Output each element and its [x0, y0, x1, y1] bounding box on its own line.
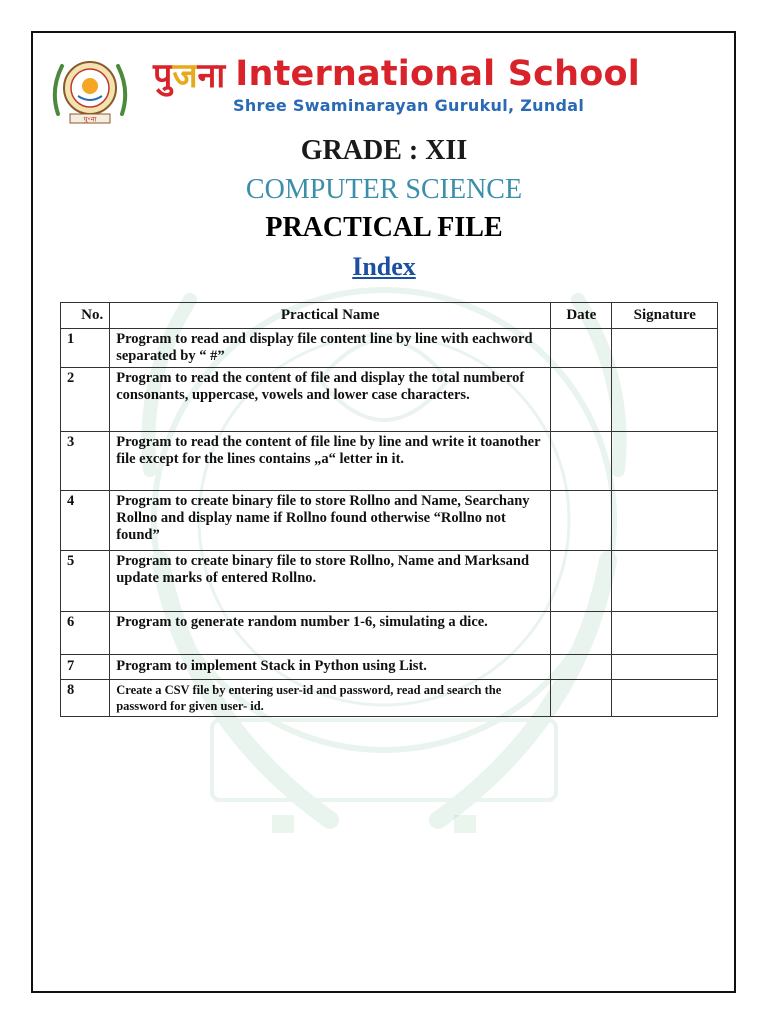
date-cell — [551, 368, 612, 432]
table-row — [61, 680, 718, 717]
row-number: 6 — [61, 612, 110, 655]
date-cell — [551, 655, 612, 680]
row-number: 5 — [61, 551, 110, 612]
table-row — [61, 329, 718, 368]
date-cell — [551, 329, 612, 368]
practical-name: Program to read and display file content line by line with eachword separated by “ #” — [110, 329, 551, 368]
practical-name: Program to read the content of file line by line and write it toanother file except for the lines contains „a“ letter in it. — [110, 432, 551, 491]
date-cell — [551, 551, 612, 612]
signature-cell — [612, 368, 718, 432]
emblem-banner-text: पु॰ना — [83, 115, 97, 124]
row-number: 8 — [61, 680, 110, 717]
practical-file-title: PRACTICAL FILE — [265, 212, 503, 243]
index-heading: Index — [352, 252, 416, 281]
column-header-date: Date — [551, 303, 612, 329]
table-header-row — [61, 303, 718, 329]
signature-cell — [612, 329, 718, 368]
school-title-line — [153, 52, 640, 96]
practical-name: Program to generate random number 1-6, simulating a dice. — [110, 612, 551, 655]
signature-cell — [612, 612, 718, 655]
column-header-no: No. — [61, 303, 110, 329]
table-row — [61, 551, 718, 612]
date-cell — [551, 680, 612, 717]
practical-name: Program to implement Stack in Python using List. — [110, 655, 551, 680]
table-row — [61, 368, 718, 432]
row-number: 7 — [61, 655, 110, 680]
column-header-practical-name: Practical Name — [110, 303, 551, 329]
practical-index-table — [60, 302, 718, 717]
school-name: International School — [235, 54, 640, 94]
signature-cell — [612, 551, 718, 612]
row-number: 4 — [61, 491, 110, 551]
school-hindi-name: पुजना — [153, 56, 226, 96]
signature-cell — [612, 491, 718, 551]
column-header-signature: Signature — [612, 303, 718, 329]
table-row — [61, 655, 718, 680]
table-row — [61, 491, 718, 551]
row-number: 3 — [61, 432, 110, 491]
practical-name: Program to read the content of file and display the total numberof consonants, uppercase, vowels and lower case characters. — [110, 368, 551, 432]
date-cell — [551, 432, 612, 491]
date-cell — [551, 612, 612, 655]
date-cell — [551, 491, 612, 551]
row-number: 1 — [61, 329, 110, 368]
practical-name: Program to create binary file to store Rollno, Name and Marksand update marks of entered Rollno. — [110, 551, 551, 612]
row-number: 2 — [61, 368, 110, 432]
signature-cell — [612, 432, 718, 491]
signature-cell — [612, 655, 718, 680]
table-row — [61, 432, 718, 491]
signature-cell — [612, 680, 718, 717]
school-tagline: Shree Swaminarayan Gurukul, Zundal — [233, 96, 585, 115]
school-emblem-logo — [48, 54, 132, 126]
school-header — [46, 52, 726, 127]
practical-name: Create a CSV file by entering user-id and password, read and search the password for given user- id. — [110, 680, 551, 717]
practical-name: Program to create binary file to store Rollno and Name, Searchany Rollno and display name if Rollno found otherwise “Rollno not found” — [110, 491, 551, 551]
table-row — [61, 612, 718, 655]
subject-title: COMPUTER SCIENCE — [245, 174, 523, 205]
grade-title: GRADE : XII — [300, 135, 468, 166]
